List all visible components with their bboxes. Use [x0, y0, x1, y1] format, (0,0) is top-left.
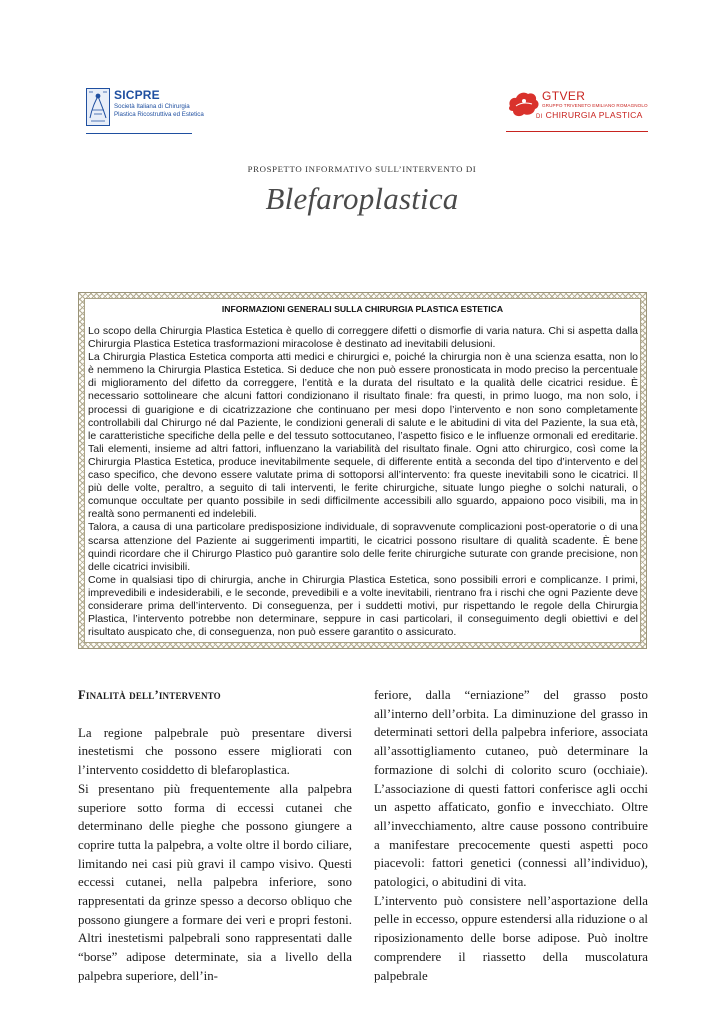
gtver-chirurgia: CHIRURGIA PLASTICA — [545, 110, 643, 120]
gtver-underline — [506, 131, 648, 132]
info-paragraph: Lo scopo della Chirurgia Plastica Estetica è quello di correggere difetti o dismorfie di varia natura. Chi si aspetta dalla Chirurgia Plastica Estetica trasformazioni miracolose è destinato ad inevitabili delusioni. — [88, 325, 638, 351]
right-column — [374, 686, 648, 985]
society-emblem-icon — [86, 88, 110, 126]
gtver-subtitle: GRUPPO TRIVENETO EMILIANO ROMAGNOLO — [542, 103, 648, 108]
info-paragraph: Come in qualsiasi tipo di chirurgia, anche in Chirurgia Plastica Estetica, sono possibili errori e complicanze. I primi, imprevedibili e indesiderabili, e le seconde, prevedibili e a volte inevitabili, rientrano fra i rischi che ogni Paziente deve considerare prima dell’intervento. Di conseguenza, per i suddetti motivi, pur rispettando le regole della Chirurgia Plastica, l’intervento potrebbe non determinare, seppure in casi particolari, il conseguimento degli obiettivi e del risultato auspicato che, di conseguenza, non può essere garantito o assicurato. — [88, 573, 638, 639]
document-title: Blefaroplastica — [265, 181, 459, 216]
info-paragraph: Talora, a causa di una particolare predisposizione individuale, di sopravvenute complicazioni post-operatorie o di una scarsa attenzione del Paziente ai suggerimenti impartiti, le cicatrici possono risultare di qualità scadente. È bene quindi ricordare che il Chirurgo Plastico può garantire solo delle ferite chirurgiche suturate con grande precisione, non delle cicatrici invisibili. — [88, 521, 638, 573]
body-paragraph: La regione palpebrale può presentare diversi inestetismi che possono essere migliorati con l’intervento cosiddetto di blefaroplastica. — [78, 725, 352, 778]
info-box-heading: INFORMAZIONI GENERALI SULLA CHIRURGIA PLASTICA ESTETICA — [221, 304, 504, 314]
info-box-frame — [78, 292, 647, 649]
body-paragraph: L’intervento può consistere nell’asportazione della pelle in eccesso, oppure estendersi alla riduzione o al riposizionamento delle borse adipose. Può inoltre comprendere il riassetto della muscolatura palpebrale — [374, 893, 648, 983]
sicpre-full-name: Società Italiana di Chirurgia Plastica Ricostruttiva ed Estetica — [114, 103, 204, 118]
sicpre-logo — [86, 88, 204, 136]
sicpre-underline — [86, 133, 192, 134]
gtver-chirurgia-line — [536, 110, 643, 120]
left-column — [78, 686, 352, 986]
info-box-text — [88, 325, 638, 639]
gtver-di: DI — [536, 114, 543, 120]
body-paragraph: Si presentano più frequentemente alla palpebra superiore sotto forma di eccessi cutanei che determinano delle pieghe che possono giungere a coprire tutta la palpebra, a volte oltre il bordo ciliare, limitando nei casi più gravi il campo visivo. Questi eccessi cutanei, nella palpebra inferiore, sono rappresentati da grinze spesso a decorso obliquo che possono giungere a formare dei veri e propri festoni. Altri inestetismi palpebrali sono rappresentati dalle “borse” adipose determinate, sia a livello della palpebra superiore, dell’in- — [78, 781, 352, 983]
info-box — [84, 298, 641, 643]
gtver-acronym: GTVER — [542, 89, 586, 103]
sicpre-acronym: SICPRE — [114, 88, 160, 102]
gtver-logo — [506, 88, 648, 136]
info-paragraph: La Chirurgia Plastica Estetica comporta atti medici e chirurgici e, poiché la chirurgia non è una scienza esatta, non lo è nemmeno la Chirurgia Plastica Estetica. Si deduce che non può essere pronosticata in modo preciso la percentuale di miglioramento del difetto da correggere, l’entità e la durata del risultato e la qualità delle cicatrici residue. È necessario sottolineare che alcuni fattori condizionano il risultato finale: fra questi, in primo luogo, ma non solo, i processi di guarigione e di cicatrizzazione che continuano per mesi dopo l’intervento e non sono completamente controllabili dal Chirurgo né dal Paziente, le condizioni generali di salute e le abitudini di vita del Paziente, la sua età, le caratteristiche specifiche della pelle e del tessuto sottocutaneo, l’aspetto fisico e le influenze ormonali ed ereditarie. Tali elementi, insieme ad altri fattori, influenzano la variabilità del risultato finale. Ogni atto chirurgico, così come la Chirurgia Plastica Estetica, produce inevitabilmente sequele, di differente entità a seconda del tipo d’intervento e del caso specifico, che devono essere valutate prima di sottoporsi all’intervento: fra queste inevitabili sono le cicatrici. Il più delle volte, peraltro, a seguito di tali interventi, le ferite chirurgiche, situate lungo pieghe o solchi naturali, o comunque occultate per quanto possibile in sedi difficilmente accessibili allo sguardo, appaiono poco visibili, ma in realtà sono permanenti ed indelebili. — [88, 351, 638, 521]
document-subtitle: PROSPETTO INFORMATIVO SULL’INTERVENTO DI — [247, 164, 477, 174]
section-title: Finalità dell’intervento — [78, 688, 221, 702]
body-paragraph: feriore, dalla “erniazione” del grasso posto all’interno dell’orbita. La diminuzione del grasso in determinati settori della palpebra inferiore, associata all’assottigliamento cutaneo, può determinare la formazione di solchi di colorito scuro (occhiaie). L’associazione di questi fattori conferisce agli occhi un aspetto affaticato, gonfio e invecchiato. Oltre all’invecchiamento, altre cause possono contribuire a manifestare precocemente questi aspetti poco piacevoli: fattori genetici (connessi all’individuo), patologici, o abitudini di vita. — [374, 688, 648, 890]
